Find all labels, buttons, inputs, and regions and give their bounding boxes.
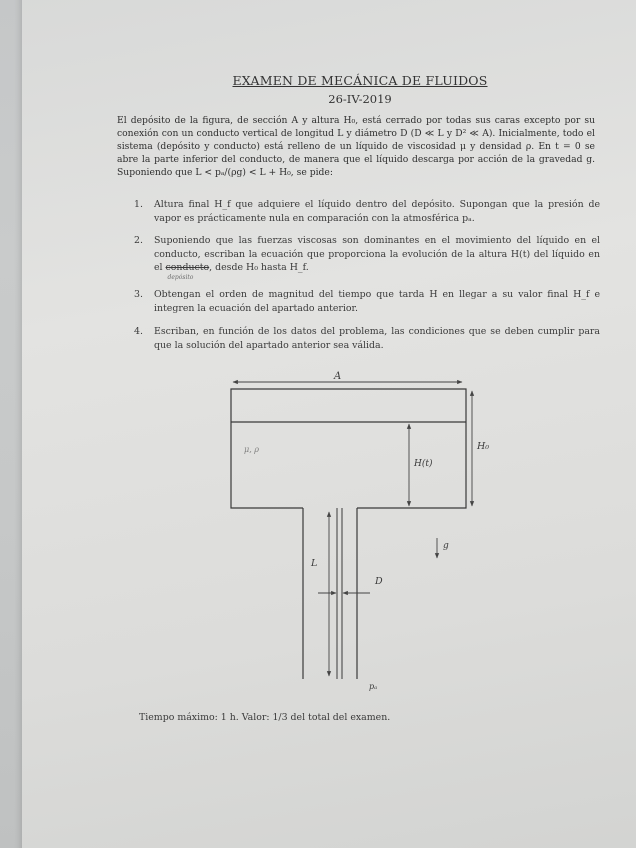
label-mu-rho: μ, ρ xyxy=(244,445,259,454)
label-H0: H₀ xyxy=(477,441,490,452)
question-text: Escriban, en función de los datos del problema, las condiciones que se deben cumplir para que la solución del apartado anterior sea válida. xyxy=(154,326,600,351)
exam-title: EXAMEN DE MECÁNICA DE FLUIDOS xyxy=(232,73,488,88)
handwritten-correction: depósito xyxy=(167,274,194,281)
struck-word-text: conducto xyxy=(165,262,210,273)
exam-date: 26-IV-2019 xyxy=(328,92,392,106)
question-number: 3. xyxy=(134,289,143,300)
label-A: A xyxy=(334,371,342,382)
exam-footer: Tiempo máximo: 1 h. Valor: 1/3 del total del examen. xyxy=(139,712,391,723)
tank-outline xyxy=(231,389,466,508)
label-L: L xyxy=(311,558,318,569)
label-pa: pₐ xyxy=(369,682,378,691)
question-text-end: , desde H₀ hasta H_f. xyxy=(209,262,309,273)
question-text: Obtengan el orden de magnitud del tiempo que tarda H en llegar a su valor final H_f e integren la ecuación del apartado anterior. xyxy=(154,289,600,314)
problem-statement: El depósito de la figura, de sección A y altura H₀, está cerrado por todas sus caras excepto por su conexión con un conducto vertical de longitud L y diámetro D (D ≪ L y D² ≪ A). Inicialmente, todo el sistema (depósito y conducto) está relleno de un líquido de viscosidad μ y densidad ρ. En t = 0 se abre la parte inferior del conducto, de manera que el líquido descarga por acción de la gravedad g. Suponiendo que L < pₐ/(ρg) < L + H₀, se pide: xyxy=(117,115,595,178)
question-number: 4. xyxy=(134,326,143,337)
question-number: 1. xyxy=(134,199,143,210)
question-text-start: Suponiendo que las fuerzas viscosas son dominantes en el movimiento del líquido en el conducto, escriban la ecuación que proporciona la evolución de la altura H(t) del líquido en el xyxy=(154,235,600,273)
question-number: 2. xyxy=(134,235,143,246)
question-text: Altura final H_f que adquiere el líquido dentro del depósito. Supongan que la presión de vapor es prácticamente nula en comparación con la atmosférica pₐ. xyxy=(154,199,600,224)
label-g: g xyxy=(443,541,449,551)
label-D: D xyxy=(375,576,383,587)
label-Ht: H(t) xyxy=(414,459,433,469)
